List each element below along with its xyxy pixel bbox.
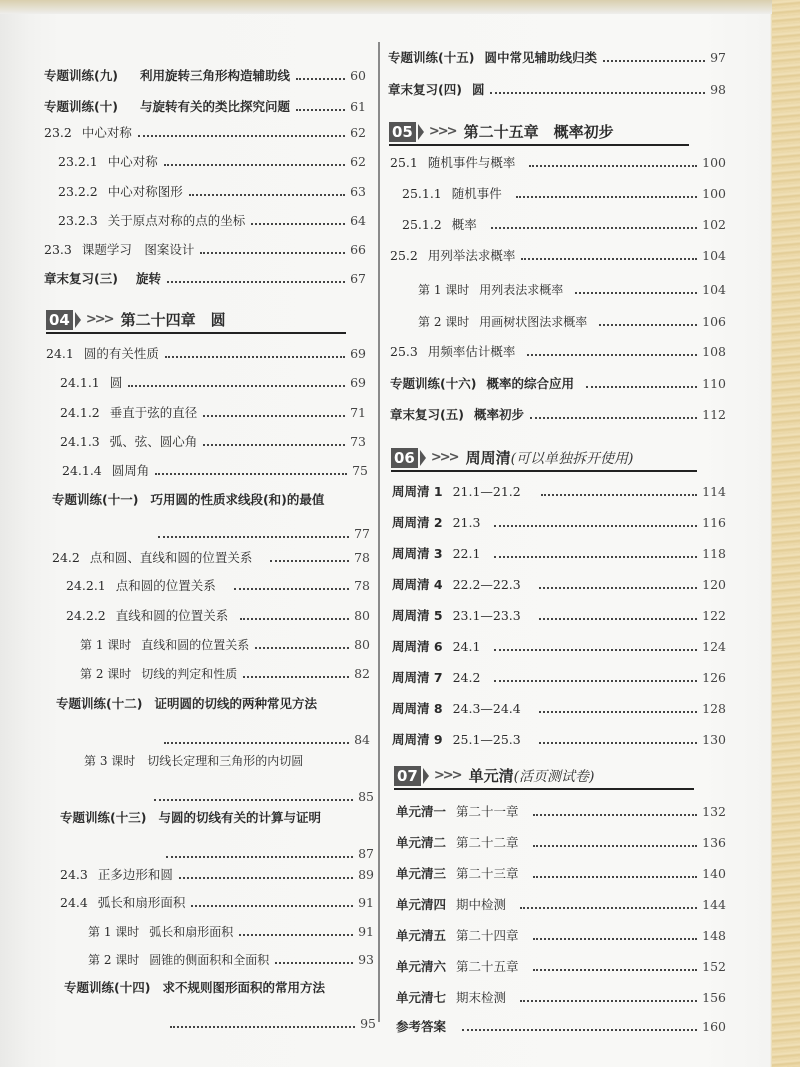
entry-title: 圆的有关性质 — [83, 346, 159, 361]
entry-title: 求不规则图形面积的常用方法 — [162, 980, 325, 995]
flag-icon — [75, 312, 81, 328]
chapter-header-06[interactable] — [391, 447, 697, 472]
entry-label: 单元清七 — [396, 990, 447, 1005]
page-number: 80 — [354, 608, 370, 623]
leader-dots — [234, 588, 349, 590]
entry-title: 切线长定理和三角形的内切圆 — [147, 754, 304, 768]
entry-label: 单元清四 — [396, 897, 447, 912]
entry-number: 24.3 — [60, 867, 88, 882]
chapter-badge: 06 — [391, 448, 418, 468]
toc-entry[interactable] — [66, 606, 370, 624]
page-number: 71 — [350, 405, 366, 420]
entry-title: 中心对称 — [81, 125, 132, 140]
entry-label: 专题训练(十二) — [56, 696, 143, 711]
toc-entry[interactable] — [392, 575, 726, 593]
toc-entry[interactable] — [388, 80, 726, 98]
toc-entry[interactable] — [392, 482, 726, 500]
leader-dots — [539, 618, 697, 620]
entry-number: 24.1.2 — [60, 405, 100, 420]
entry-title: 21.1—21.2 — [452, 484, 521, 499]
leader-dots — [240, 618, 349, 620]
toc-entry[interactable] — [390, 374, 726, 392]
toc-entry-special-14[interactable] — [64, 978, 376, 1031]
chapter-title: 第二十四章 圆 — [120, 311, 226, 329]
entry-title: 利用旋转三角形构造辅助线 — [139, 68, 290, 83]
flag-icon — [423, 768, 429, 784]
leader-dots — [516, 196, 697, 198]
page-number: 62 — [350, 125, 366, 140]
leader-dots — [530, 417, 697, 419]
toc-entry[interactable] — [44, 240, 366, 258]
entry-title: 与圆的切线有关的计算与证明 — [158, 810, 321, 825]
entry-label: 单元清五 — [396, 928, 447, 943]
chevrons-icon: >>> — [433, 768, 461, 783]
leader-dots — [200, 252, 345, 254]
chapter-badge: 07 — [394, 766, 421, 786]
entry-title: 弧长和扇形面积 — [97, 895, 186, 910]
toc-entry[interactable] — [392, 730, 726, 748]
toc-entry[interactable] — [390, 153, 726, 171]
chevrons-icon: >>> — [428, 124, 456, 139]
toc-entry[interactable] — [418, 313, 726, 330]
entry-label: 专题训练(十四) — [64, 980, 151, 995]
page-number: 77 — [354, 526, 370, 541]
toc-entry[interactable] — [80, 636, 370, 653]
entry-title: 证明圆的切线的两种常见方法 — [154, 696, 317, 711]
entry-label: 专题训练(十三) — [60, 810, 147, 825]
leader-dots — [527, 354, 697, 356]
entry-label: 专题训练(九) — [44, 68, 118, 83]
toc-entry[interactable] — [62, 461, 368, 479]
page-number: 97 — [710, 50, 726, 65]
toc-entry[interactable] — [396, 926, 726, 944]
leader-dots — [179, 877, 353, 879]
lesson-label: 第 3 课时 — [84, 754, 136, 768]
page-number: 78 — [354, 550, 370, 565]
page-number: 110 — [702, 376, 726, 391]
entry-title: 巧用圆的性质求线段(和)的最值 — [150, 492, 325, 507]
toc-entry[interactable] — [60, 373, 366, 391]
toc-entry[interactable] — [392, 668, 726, 686]
entry-number: 24.4 — [60, 895, 88, 910]
leader-dots — [270, 560, 349, 562]
entry-label: 单元清六 — [396, 959, 447, 974]
leader-dots — [490, 92, 705, 94]
entry-title: 概率 — [451, 217, 477, 232]
leader-dots — [164, 742, 349, 744]
leader-dots — [191, 905, 353, 907]
toc-entry-lesson-3[interactable] — [84, 752, 374, 804]
toc-entry-answers[interactable] — [396, 1017, 726, 1035]
leader-dots — [167, 281, 345, 283]
toc-entry[interactable] — [402, 215, 726, 233]
entry-number: 23.2.2 — [58, 184, 98, 199]
leader-dots — [166, 856, 353, 858]
toc-entry[interactable] — [52, 548, 370, 566]
toc-entry[interactable] — [60, 432, 366, 450]
entry-title: 圆 — [109, 375, 123, 390]
entry-title: 切线的判定和性质 — [141, 667, 238, 681]
toc-entry[interactable] — [44, 269, 366, 287]
leader-dots — [586, 386, 697, 388]
page-number: 87 — [358, 846, 374, 861]
entry-label: 专题训练(十六) — [390, 376, 477, 391]
page-number: 102 — [702, 217, 726, 232]
page-number: 120 — [702, 577, 726, 592]
entry-title: 24.1 — [452, 639, 481, 654]
entry-number: 24.2.1 — [66, 578, 106, 593]
entry-title: 用画树状图法求概率 — [479, 315, 588, 329]
leader-dots — [491, 227, 697, 229]
page-number: 91 — [358, 924, 374, 939]
toc-entry[interactable] — [66, 576, 370, 594]
page-number: 91 — [358, 895, 374, 910]
chapter-title: 第二十五章 概率初步 — [463, 123, 614, 141]
toc-entry[interactable] — [392, 513, 726, 531]
entry-number: 24.2.2 — [66, 608, 106, 623]
entry-title: 随机事件 — [451, 186, 502, 201]
entry-number: 24.2 — [52, 550, 80, 565]
toc-entry[interactable] — [44, 66, 366, 84]
leader-dots — [494, 525, 697, 527]
leader-dots — [529, 165, 697, 167]
page-number: 140 — [702, 866, 726, 881]
toc-entry[interactable] — [58, 211, 366, 229]
toc-entry-special-12[interactable] — [56, 694, 370, 747]
entry-label: 周周清 9 — [392, 732, 443, 747]
entry-number: 23.2 — [44, 125, 72, 140]
chapter-header-07[interactable] — [394, 765, 694, 790]
entry-title: 圆周角 — [111, 463, 150, 478]
entry-title: 期中检测 — [456, 897, 507, 912]
toc-entry[interactable] — [46, 344, 366, 362]
leader-dots — [239, 934, 353, 936]
entry-title: 24.2 — [452, 670, 481, 685]
page-number: 104 — [702, 282, 726, 297]
leader-dots — [165, 356, 345, 358]
chapter-badge: 04 — [46, 310, 73, 330]
entry-number: 25.2 — [390, 248, 418, 263]
toc-entry[interactable] — [80, 665, 370, 682]
chapter-title: 单元清 — [468, 767, 514, 785]
page-number: 144 — [702, 897, 726, 912]
leader-dots — [494, 649, 697, 651]
toc-entry-special-11[interactable] — [52, 490, 370, 541]
entry-title: 用列表法求概率 — [479, 283, 564, 297]
chevrons-icon: >>> — [430, 450, 458, 465]
entry-label: 周周清 4 — [392, 577, 443, 592]
page-number: 114 — [702, 484, 726, 499]
page-number: 89 — [358, 867, 374, 882]
page-number: 98 — [710, 82, 726, 97]
page-number: 62 — [350, 154, 366, 169]
entry-number: 24.1.1 — [60, 375, 100, 390]
leader-dots — [296, 109, 345, 111]
leader-dots — [170, 1026, 355, 1028]
page-number: 60 — [350, 68, 366, 83]
toc-entry[interactable] — [418, 281, 726, 298]
wood-background — [772, 0, 800, 1067]
leader-dots — [158, 536, 349, 538]
toc-entry[interactable] — [88, 923, 374, 940]
page-number: 112 — [702, 407, 726, 422]
page-number: 78 — [354, 578, 370, 593]
page-number: 152 — [702, 959, 726, 974]
column-divider — [378, 42, 380, 1022]
page-number: 82 — [354, 666, 370, 681]
entry-title: 圆 — [471, 82, 485, 97]
entry-title: 随机事件与概率 — [427, 155, 516, 170]
leader-dots — [138, 135, 345, 137]
toc-entry[interactable] — [58, 152, 366, 170]
page-number: 136 — [702, 835, 726, 850]
entry-title: 中心对称图形 — [107, 184, 183, 199]
toc-entry[interactable] — [390, 246, 726, 264]
leader-dots — [154, 799, 353, 801]
toc-entry[interactable] — [44, 123, 366, 141]
entry-label: 专题训练(十五) — [388, 50, 475, 65]
page-number: 118 — [702, 546, 726, 561]
entry-title: 正多边形和圆 — [97, 867, 173, 882]
page-top-shadow — [0, 0, 772, 14]
lesson-label: 第 2 课时 — [80, 667, 132, 681]
entry-title: 22.1 — [452, 546, 481, 561]
page-number: 84 — [354, 732, 370, 747]
entry-label: 单元清一 — [396, 804, 447, 819]
toc-entry[interactable] — [60, 865, 374, 883]
entry-title: 直线和圆的位置关系 — [115, 608, 229, 623]
page-number: 61 — [350, 99, 366, 114]
leader-dots — [533, 845, 698, 847]
page-number: 63 — [350, 184, 366, 199]
toc-entry[interactable] — [392, 606, 726, 624]
lesson-label: 第 1 课时 — [88, 925, 140, 939]
page-number: 128 — [702, 701, 726, 716]
leader-dots — [521, 258, 697, 260]
entry-label: 周周清 5 — [392, 608, 443, 623]
flag-icon — [420, 450, 426, 466]
entry-title: 用列举法求概率 — [427, 248, 516, 263]
toc-entry-special-13[interactable] — [60, 808, 374, 861]
leader-dots — [575, 292, 697, 294]
chapter-header-05[interactable] — [389, 121, 689, 146]
entry-title: 弧长和扇形面积 — [149, 925, 234, 939]
toc-entry[interactable] — [60, 403, 366, 421]
entry-title: 课题学习 图案设计 — [81, 242, 195, 257]
page-number: 64 — [350, 213, 366, 228]
entry-label: 章末复习(五) — [390, 407, 464, 422]
toc-entry[interactable] — [396, 802, 726, 820]
leader-dots — [243, 676, 349, 678]
entry-number: 25.1 — [390, 155, 418, 170]
leader-dots — [539, 742, 697, 744]
chapter-header-04[interactable] — [46, 309, 346, 334]
flag-icon — [418, 124, 424, 140]
leader-dots — [296, 78, 345, 80]
page-number: 85 — [358, 789, 374, 804]
entry-number: 24.1.4 — [62, 463, 102, 478]
entry-title: 点和圆、直线和圆的位置关系 — [89, 550, 253, 565]
entry-title: 点和圆的位置关系 — [115, 578, 216, 593]
leader-dots — [541, 494, 698, 496]
chevrons-icon: >>> — [85, 312, 113, 327]
toc-entry[interactable] — [60, 893, 374, 911]
entry-title: 22.2—22.3 — [452, 577, 521, 592]
entry-title: 用频率估计概率 — [427, 344, 516, 359]
page-number: 148 — [702, 928, 726, 943]
leader-dots — [539, 587, 697, 589]
toc-entry[interactable] — [390, 342, 726, 360]
page-number: 95 — [360, 1016, 376, 1031]
entry-title: 第二十二章 — [456, 835, 519, 850]
entry-label: 周周清 8 — [392, 701, 443, 716]
toc-entry[interactable] — [392, 544, 726, 562]
leader-dots — [275, 962, 353, 964]
page-number: 108 — [702, 344, 726, 359]
page-number: 104 — [702, 248, 726, 263]
entry-label: 周周清 6 — [392, 639, 443, 654]
entry-title: 期末检测 — [456, 990, 507, 1005]
leader-dots — [494, 556, 697, 558]
entry-label: 周周清 1 — [392, 484, 443, 499]
entry-title: 旋转 — [135, 271, 161, 286]
entry-title: 第二十四章 — [456, 928, 519, 943]
toc-entry[interactable] — [58, 182, 366, 200]
leader-dots — [128, 385, 345, 387]
entry-label: 章末复习(四) — [388, 82, 462, 97]
toc-entry[interactable] — [396, 957, 726, 975]
leader-dots — [255, 647, 349, 649]
leader-dots — [189, 194, 345, 196]
leader-dots — [251, 223, 345, 225]
entry-title: 24.3—24.4 — [452, 701, 521, 716]
page-number: 132 — [702, 804, 726, 819]
entry-label: 周周清 7 — [392, 670, 443, 685]
entry-title: 第二十一章 — [456, 804, 519, 819]
toc-entry[interactable] — [396, 895, 726, 913]
entry-title: 中心对称 — [107, 154, 158, 169]
entry-title: 第二十三章 — [456, 866, 519, 881]
page-number: 160 — [702, 1019, 726, 1034]
page-number: 126 — [702, 670, 726, 685]
toc-entry[interactable] — [390, 405, 726, 423]
leader-dots — [203, 415, 345, 417]
page-number: 66 — [350, 242, 366, 257]
entry-title: 与旋转有关的类比探究问题 — [139, 99, 290, 114]
leader-dots — [603, 60, 705, 62]
page-number: 75 — [352, 463, 368, 478]
page-number: 156 — [702, 990, 726, 1005]
leader-dots — [203, 444, 345, 446]
entry-title: 垂直于弦的直径 — [109, 405, 198, 420]
toc-entry[interactable] — [44, 97, 366, 115]
toc-entry[interactable] — [396, 988, 726, 1006]
entry-title: 直线和圆的位置关系 — [141, 638, 250, 652]
toc-entry[interactable] — [392, 637, 726, 655]
toc-entry[interactable] — [396, 833, 726, 851]
entry-label: 周周清 3 — [392, 546, 443, 561]
entry-title: 概率初步 — [473, 407, 524, 422]
entry-title: 第二十五章 — [456, 959, 519, 974]
page-number: 69 — [350, 346, 366, 361]
leader-dots — [494, 680, 697, 682]
entry-label: 专题训练(十) — [44, 99, 118, 114]
leader-dots — [533, 814, 698, 816]
chapter-badge: 05 — [389, 122, 416, 142]
leader-dots — [539, 711, 697, 713]
lesson-label: 第 2 课时 — [418, 315, 470, 329]
entry-title: 概率的综合应用 — [486, 376, 574, 391]
page-number: 124 — [702, 639, 726, 654]
chapter-title: 周周清 — [465, 449, 511, 467]
lesson-label: 第 2 课时 — [88, 953, 140, 967]
toc-entry[interactable] — [388, 48, 726, 66]
entry-number: 25.3 — [390, 344, 418, 359]
leader-dots — [533, 969, 698, 971]
leader-dots — [164, 164, 345, 166]
toc-entry[interactable] — [396, 864, 726, 882]
page-number: 100 — [702, 186, 726, 201]
entry-number: 24.1 — [46, 346, 74, 361]
entry-title: 21.3 — [452, 515, 481, 530]
page-number: 67 — [350, 271, 366, 286]
entry-label: 周周清 2 — [392, 515, 443, 530]
leader-dots — [462, 1029, 697, 1031]
page-number: 130 — [702, 732, 726, 747]
leader-dots — [520, 907, 697, 909]
entry-number: 23.3 — [44, 242, 72, 257]
leader-dots — [155, 473, 347, 475]
entry-label: 单元清二 — [396, 835, 447, 850]
leader-dots — [599, 324, 697, 326]
page-number: 106 — [702, 314, 726, 329]
entry-title: 圆锥的侧面积和全面积 — [149, 953, 270, 967]
toc-entry[interactable] — [402, 184, 726, 202]
entry-label: 参考答案 — [396, 1019, 447, 1034]
toc-entry[interactable] — [392, 699, 726, 717]
lesson-label: 第 1 课时 — [80, 638, 132, 652]
page-number: 69 — [350, 375, 366, 390]
leader-dots — [520, 1000, 697, 1002]
entry-number: 23.2.3 — [58, 213, 98, 228]
page-number: 73 — [350, 434, 366, 449]
lesson-label: 第 1 课时 — [418, 283, 470, 297]
page-number: 100 — [702, 155, 726, 170]
page-number: 122 — [702, 608, 726, 623]
leader-dots — [533, 876, 698, 878]
entry-number: 24.1.3 — [60, 434, 100, 449]
leader-dots — [533, 938, 698, 940]
toc-entry[interactable] — [88, 951, 374, 968]
chapter-subtitle: (可以单独拆开使用) — [510, 450, 634, 467]
entry-number: 25.1.1 — [402, 186, 442, 201]
entry-title: 关于原点对称的点的坐标 — [107, 213, 246, 228]
page-number: 80 — [354, 637, 370, 652]
entry-label: 章末复习(三) — [44, 271, 118, 286]
entry-label: 专题训练(十一) — [52, 492, 139, 507]
entry-number: 25.1.2 — [402, 217, 442, 232]
entry-title: 圆中常见辅助线归类 — [484, 50, 597, 65]
entry-label: 单元清三 — [396, 866, 447, 881]
chapter-subtitle: (活页测试卷) — [513, 768, 595, 785]
entry-number: 23.2.1 — [58, 154, 98, 169]
page-number: 116 — [702, 515, 726, 530]
entry-title: 23.1—23.3 — [452, 608, 521, 623]
entry-title: 弧、弦、圆心角 — [109, 434, 198, 449]
page-number: 93 — [358, 952, 374, 967]
entry-title: 25.1—25.3 — [452, 732, 521, 747]
